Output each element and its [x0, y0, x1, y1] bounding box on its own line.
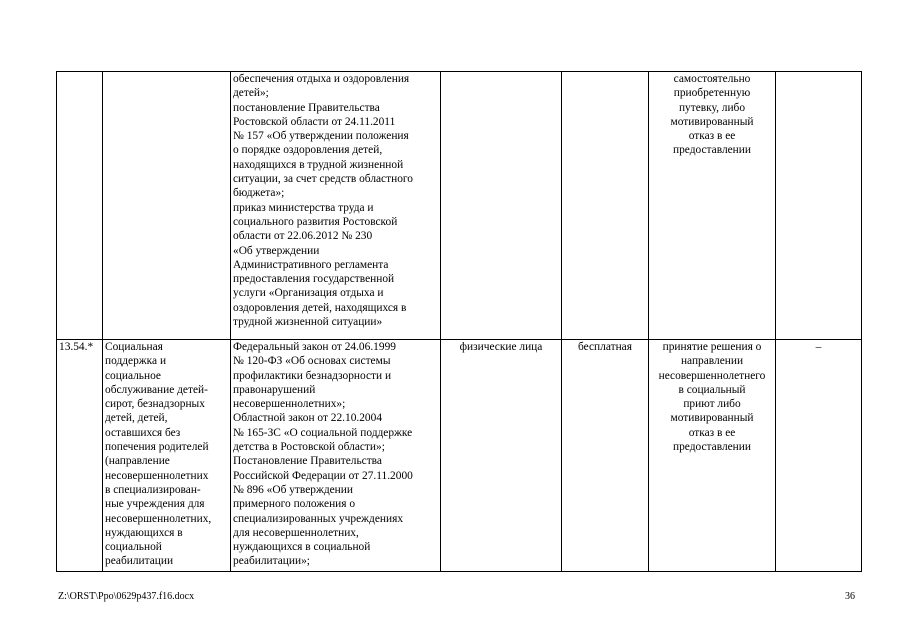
text-line: в социальный — [678, 383, 746, 396]
table-row — [57, 72, 862, 340]
text-line: обеспечения отдыха и оздоровления — [233, 73, 410, 85]
text-line: приобретенную — [673, 87, 751, 100]
text-line: ситуации, за счет средств областного — [233, 173, 413, 186]
text-line: предоставлении — [673, 144, 751, 157]
text-line: несовершеннолетнего — [658, 369, 766, 382]
result-lines — [651, 340, 773, 454]
row-number-cell: 13.54.* — [57, 340, 103, 572]
text-line: социальной — [105, 541, 162, 554]
text-line: Российской Федерации от 27.11.2000 — [233, 469, 413, 482]
recipients-cell — [441, 72, 562, 340]
text-line: (направление — [105, 455, 170, 468]
text-line: реабилитации»; — [233, 555, 310, 568]
text-line: оздоровления детей, находящихся в — [233, 301, 407, 314]
text-line: Федеральный закон от 24.06.1999 — [233, 341, 396, 353]
text-line: Социальная — [105, 341, 163, 353]
text-line: находящихся в трудной жизненной — [233, 158, 404, 171]
legal-basis-lines — [233, 340, 438, 569]
page-number: 36 — [845, 591, 855, 602]
recipients-cell: физические лица — [441, 340, 562, 572]
text-line: правонарушений — [233, 383, 316, 396]
text-line: примерного положения о — [233, 498, 356, 511]
text-line: сирот, безнадзорных — [105, 398, 205, 411]
text-line: отказ в ее — [688, 130, 736, 143]
text-line: детей»; — [233, 87, 269, 100]
text-line: в специализирован- — [105, 483, 201, 496]
text-line: предоставления государственной — [233, 273, 395, 286]
text-line: № 120-ФЗ «Об основах системы — [233, 355, 391, 368]
text-line: Административного регламента — [233, 258, 389, 271]
extra-cell: – — [776, 340, 862, 572]
text-line: принятие решения о — [662, 341, 762, 353]
text-line: Областной закон от 22.10.2004 — [233, 412, 383, 425]
text-line: приказ министерства труда и — [233, 201, 374, 214]
extra-cell — [776, 72, 862, 340]
text-line: области от 22.06.2012 № 230 — [233, 230, 373, 243]
text-line: № 896 «Об утверждении — [233, 483, 353, 496]
text-line: предоставлении — [673, 441, 751, 454]
text-line: ные учреждения для — [105, 498, 205, 511]
text-line: поддержка и — [105, 355, 167, 368]
text-line: постановление Правительства — [233, 101, 380, 114]
text-line: № 157 «Об утверждении положения — [233, 130, 409, 143]
text-line: № 165-ЗС «О социальной поддержке — [233, 426, 413, 439]
legal-basis-cell — [231, 340, 441, 572]
text-line: профилактики безнадзорности и — [233, 369, 392, 382]
services-table — [56, 71, 862, 572]
text-line: для несовершеннолетних, — [233, 526, 359, 539]
text-line: мотивированный — [670, 412, 754, 425]
result-cell — [649, 72, 776, 340]
text-line: нуждающихся в — [105, 526, 183, 539]
service-name-lines — [105, 340, 228, 569]
text-line: о порядке оздоровления детей, — [233, 144, 383, 157]
result-lines — [651, 72, 773, 158]
footer-file-path: Z:\ORST\Ppo\0629p437.f16.docx — [58, 591, 195, 602]
text-line: отказ в ее — [688, 426, 736, 439]
text-line: несовершеннолетних»; — [233, 398, 346, 411]
text-line: оставшихся без — [105, 426, 181, 439]
text-line: нуждающихся в социальной — [233, 541, 371, 554]
text-line: трудной жизненной ситуации» — [233, 316, 383, 329]
legal-basis-lines — [233, 72, 438, 329]
text-line: социального развития Ростовской — [233, 215, 398, 228]
text-line: реабилитации — [105, 555, 174, 568]
text-line: самостоятельно — [673, 73, 751, 85]
text-line: детства в Ростовской области»; — [233, 441, 385, 454]
cost-cell — [562, 72, 649, 340]
text-line: специализированных учреждениях — [233, 512, 404, 525]
text-line: услуги «Организация отдыха и — [233, 287, 384, 300]
service-name-cell — [103, 340, 231, 572]
table-row — [57, 340, 862, 572]
text-line: несовершеннолетних — [105, 469, 209, 482]
text-line: приют либо — [683, 398, 741, 411]
text-line: социальное — [105, 369, 161, 382]
text-line: несовершеннолетних, — [105, 512, 212, 525]
text-line: путевку, либо — [678, 101, 746, 114]
text-line: мотивированный — [670, 115, 754, 128]
row-number-cell — [57, 72, 103, 340]
service-name-cell — [103, 72, 231, 340]
text-line: «Об утверждении — [233, 244, 320, 257]
text-line: направлении — [680, 355, 744, 368]
text-line: попечения родителей — [105, 441, 209, 454]
text-line: Ростовской области от 24.11.2011 — [233, 115, 396, 128]
legal-basis-cell — [231, 72, 441, 340]
text-line: обслуживание детей- — [105, 383, 208, 396]
text-line: детей, детей, — [105, 412, 168, 425]
text-line: бюджета»; — [233, 187, 285, 200]
text-line: Постановление Правительства — [233, 455, 382, 468]
cost-cell: бесплатная — [562, 340, 649, 572]
result-cell — [649, 340, 776, 572]
